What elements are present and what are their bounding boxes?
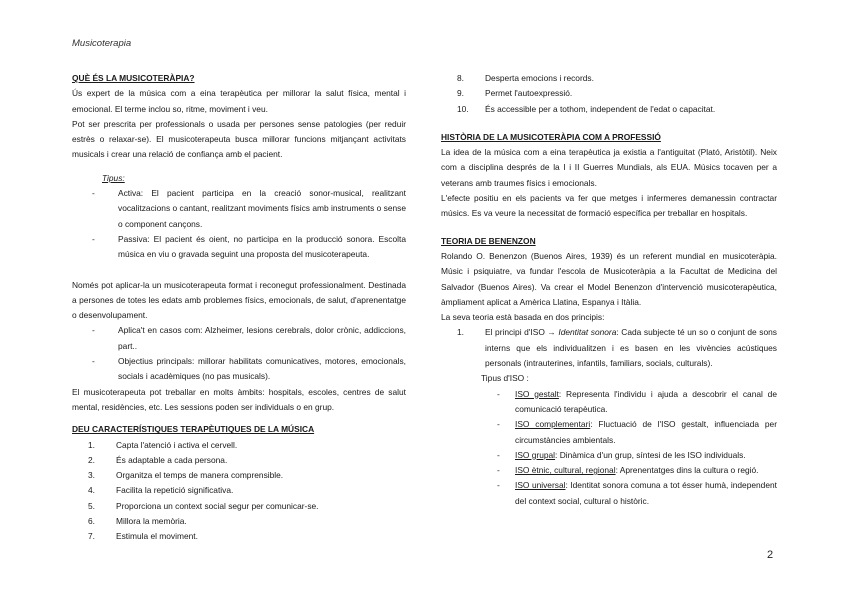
list-item: 9. Permet l'autoexpressió. <box>457 88 573 99</box>
what-is-heading: QUÈ ÉS LA MUSICOTERÀPIA? <box>72 73 195 83</box>
principles-list <box>441 325 777 371</box>
professional-paragraph: Només pot aplicar-la un musicoterapeuta format i reconegut professionalment. Destinada a persones de totes les edats amb problemes físics, emocionals, de salut, d'aprenentatge o desenvolupament. <box>72 279 406 321</box>
list-item: 5. Proporciona un context social segur per comunicar-se. <box>88 500 319 511</box>
list-item: - ISO complementari: Fluctuació de l'ISO gestalt, influenciada per circumstàncies ambientals. <box>469 417 777 448</box>
list-item: - ISO universal: Identitat sonora comuna a tot ésser humà, independent del context social, cultural o històric. <box>469 478 777 509</box>
intro-paragraph-2: Pot ser prescrita per professionals o usada per persones sense patologies (per reduir estrès o relaxar-se). El musicoterapeuta busca millorar funcions mitjançant activitats musicals i crear una relació de confiança amb el pacient. <box>72 118 406 160</box>
list-item: 1. El principi d'ISO → Identitat sonora: Cada subjecte té un so o conjunt de sons interns que els individualitzen i es basen en les vivències acústiques personals (intrauterines, infantils, familiars, socials, culturals). <box>457 327 777 369</box>
characteristics-heading: DEU CARACTERÍSTIQUES TERAPÈUTIQUES DE LA MÚSICA <box>72 424 315 435</box>
list-item: - Passiva: El pacient és oient, no participa en la producció sonora. Escolta música en viu o gravada seguint una proposta del musicoterapeuta. <box>72 232 406 263</box>
characteristics-list-continued <box>441 71 777 117</box>
list-item: - Objectius principals: millorar habilitats comunicatives, motores, emocionals, socials i acadèmiques (no pas musicals). <box>72 354 406 385</box>
benenzon-heading: TEORIA DE BENENZON <box>441 235 536 246</box>
list-item: - ISO ètnic, cultural, regional: Aprenentatges dins la cultura o regió. <box>469 463 777 478</box>
right-column <box>441 71 777 509</box>
list-item: - Aplica't en casos com: Alzheimer, lesions cerebrals, dolor crònic, addiccions, part.. <box>72 323 406 354</box>
running-header: Musicoterapia <box>72 38 132 49</box>
areas-paragraph: El musicoterapeuta pot treballar en molts àmbits: hospitals, escoles, centres de salut mental, residències, etc. Les sessions poden ser individuals o en grup. <box>72 386 406 412</box>
left-column <box>72 71 406 545</box>
list-item: 10. És accessible per a tothom, independent de l'edat o capacitat. <box>457 103 716 114</box>
list-item: 6. Millora la memòria. <box>88 516 187 527</box>
history-paragraph-1: La idea de la música com a eina terapèutica ja existia a l'antiguitat (Plató, Aristòtil). Neix com a disciplina després de la I i II Guerres Mundials, als EUA. Músics tocaven per a veterans amb traumes físics i emocionals. <box>441 147 777 188</box>
benenzon-paragraph-2: La seva teoria està basada en dos principis: <box>441 312 605 323</box>
list-item: 4. Facilita la repetició significativa. <box>88 485 234 496</box>
types-list <box>72 186 406 262</box>
page-number: 2 <box>767 549 774 561</box>
list-item: - Activa: El pacient participa en la creació sonor-musical, realitzant vocalitzacions o cantant, realitzant moviments físics amb instruments o sense o component cançons. <box>72 186 406 232</box>
list-item: 2. És adaptable a cada persona. <box>88 454 228 465</box>
list-item: 1. Capta l'atenció i activa el cervell. <box>88 439 238 450</box>
intro-paragraph-1: Ús expert de la música com a eina terapèutica per millorar la salut física, mental i emocional. El terme inclou so, ritme, moviment i veu. <box>72 88 406 114</box>
iso-types-list <box>469 387 777 509</box>
iso-types-label: Tipus d'ISO : <box>481 373 529 384</box>
types-label: Tipus: <box>102 172 125 183</box>
list-item: - ISO grupal: Dinàmica d'un grup, síntesi de les ISO individuals. <box>469 448 777 463</box>
history-heading: HISTÒRIA DE LA MUSICOTERÀPIA COM A PROFESSIÓ <box>441 131 661 142</box>
history-paragraph-2: L'efecte positiu en els pacients va fer que metges i infermeres demanessin contractar músics. Es va veure la necessitat de formació específica per treballar en hospitals. <box>441 193 777 219</box>
benenzon-paragraph-1: Rolando O. Benenzon (Buenos Aires, 1939) és un referent mundial en musicoteràpia. Músic i psiquiatre, va fundar l'escola de Musicoteràpia a la Facultat de Medicina del Salvador (Buenos Aires). Va crear el Model Benenzon d'intervenció musicoterapèutica, àmpliament aplicat a Amèrica Llatina, Espanya i Itàlia. <box>441 250 777 307</box>
list-item: 8. Desperta emocions i records. <box>457 73 594 83</box>
characteristics-list <box>72 438 406 545</box>
list-item: 7. Estimula el moviment. <box>88 531 198 542</box>
list-item: - ISO gestalt: Representa l'individu i ajuda a descobrir el canal de comunicació terapèutica. <box>469 387 777 418</box>
applications-list <box>72 323 406 384</box>
list-item: 3. Organitza el temps de manera comprensible. <box>88 470 284 481</box>
